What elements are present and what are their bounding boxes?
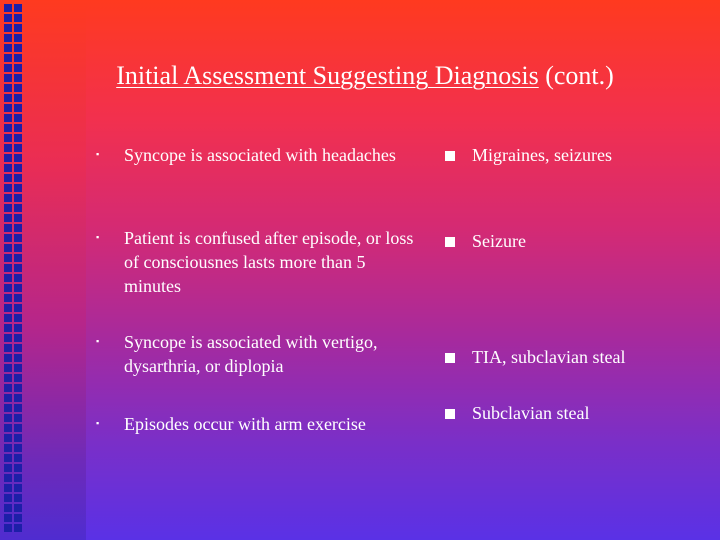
decor-square (4, 454, 12, 462)
left-item-2: Patient is confused after episode, or loss of consciousnes lasts more than 5 minutes (124, 228, 414, 296)
decor-square (4, 354, 12, 362)
right-bullet-2 (445, 237, 455, 247)
decor-square (14, 184, 22, 192)
decor-square (4, 384, 12, 392)
decor-square (4, 434, 12, 442)
decor-square (4, 484, 12, 492)
left-item-1: Syncope is associated with headaches (124, 145, 396, 165)
slide-title (0, 60, 720, 92)
decor-square (14, 374, 22, 382)
decor-square (14, 284, 22, 292)
decor-square (4, 34, 12, 42)
decor-square (4, 404, 12, 412)
decor-square (4, 154, 12, 162)
decor-square (4, 104, 12, 112)
decor-square (14, 104, 22, 112)
decor-square (14, 154, 22, 162)
right-item-2: Seizure (472, 231, 526, 251)
decor-square (14, 194, 22, 202)
slide-title-main: Initial Assessment Suggesting Diagnosis (116, 61, 539, 90)
decor-square (14, 464, 22, 472)
left-bullet-3: ▪ (96, 336, 100, 346)
decor-square (4, 294, 12, 302)
decor-square (14, 214, 22, 222)
decor-square (14, 514, 22, 522)
slide-title-suffix: (cont.) (545, 61, 614, 90)
left-item-3: Syncope is associated with vertigo, dysarthria, or diplopia (124, 332, 378, 376)
decor-square (14, 354, 22, 362)
decor-square (14, 384, 22, 392)
decor-square (14, 454, 22, 462)
decor-square (4, 314, 12, 322)
decor-square (14, 4, 22, 12)
decor-square (4, 174, 12, 182)
right-bullet-1 (445, 151, 455, 161)
decor-square (4, 144, 12, 152)
decor-square (14, 434, 22, 442)
decor-square (14, 124, 22, 132)
decor-square (4, 364, 12, 372)
decor-square (4, 374, 12, 382)
decor-square (14, 144, 22, 152)
decor-square (4, 324, 12, 332)
decor-square (4, 444, 12, 452)
decor-square (14, 494, 22, 502)
decor-square (14, 504, 22, 512)
decor-square (4, 164, 12, 172)
decor-square (14, 404, 22, 412)
decor-square (14, 344, 22, 352)
decor-square (14, 14, 22, 22)
decor-square (4, 504, 12, 512)
decor-square (4, 394, 12, 402)
decor-square (4, 464, 12, 472)
decor-square (4, 184, 12, 192)
decor-square (14, 114, 22, 122)
decor-square (4, 514, 12, 522)
decor-square (14, 244, 22, 252)
left-bullet-2: ▪ (96, 232, 100, 242)
decor-square (4, 114, 12, 122)
decor-square (14, 484, 22, 492)
decor-square (14, 94, 22, 102)
decor-square (14, 424, 22, 432)
decor-square (4, 244, 12, 252)
decor-square (14, 164, 22, 172)
decor-square (14, 324, 22, 332)
decor-square (4, 414, 12, 422)
decor-square (14, 474, 22, 482)
decor-square (14, 204, 22, 212)
decor-square (4, 24, 12, 32)
decor-square (14, 174, 22, 182)
decor-square (4, 494, 12, 502)
decor-square (14, 314, 22, 322)
decor-square (4, 474, 12, 482)
decor-square (4, 214, 12, 222)
decor-square (4, 4, 12, 12)
decor-square (14, 274, 22, 282)
decor-square (4, 334, 12, 342)
right-item-3: TIA, subclavian steal (472, 347, 626, 367)
decor-square (14, 254, 22, 262)
decor-square (14, 364, 22, 372)
right-item-1: Migraines, seizures (472, 145, 612, 165)
decor-square (14, 394, 22, 402)
decor-square (4, 284, 12, 292)
decor-square (4, 524, 12, 532)
left-bullet-1: ▪ (96, 149, 100, 159)
decor-square (14, 224, 22, 232)
decor-square (4, 94, 12, 102)
decor-square (14, 234, 22, 242)
right-item-4: Subclavian steal (472, 403, 590, 423)
decor-square (4, 304, 12, 312)
decor-square (4, 424, 12, 432)
decor-square (4, 124, 12, 132)
left-bullet-4: ▪ (96, 418, 100, 428)
decor-square (14, 264, 22, 272)
decor-square (14, 334, 22, 342)
decor-square (4, 14, 12, 22)
decor-square (4, 134, 12, 142)
decor-square (14, 524, 22, 532)
decor-square (4, 224, 12, 232)
decor-square (14, 24, 22, 32)
right-bullet-4 (445, 409, 455, 419)
decor-square (14, 34, 22, 42)
decor-square (14, 414, 22, 422)
decor-square (14, 444, 22, 452)
decor-square (4, 194, 12, 202)
right-bullet-3 (445, 353, 455, 363)
decor-square (4, 234, 12, 242)
decor-square (4, 44, 12, 52)
decor-square (4, 344, 12, 352)
left-item-4: Episodes occur with arm exercise (124, 414, 366, 434)
decor-square (14, 294, 22, 302)
decor-square (4, 204, 12, 212)
decor-square (14, 44, 22, 52)
decor-square (4, 264, 12, 272)
decor-square (14, 134, 22, 142)
decor-square (14, 304, 22, 312)
decor-square (4, 254, 12, 262)
decor-square (4, 274, 12, 282)
